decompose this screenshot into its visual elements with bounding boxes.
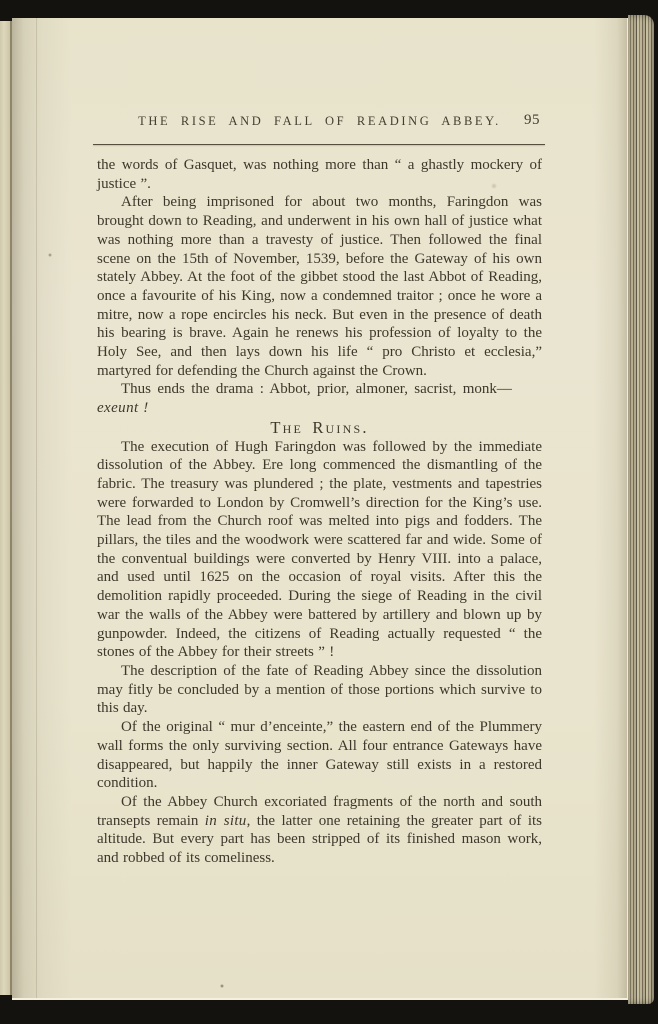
running-header-title: THE RISE AND FALL OF READING ABBEY. <box>138 114 501 128</box>
page-number: 95 <box>524 112 540 128</box>
paragraph-italic-line: exeunt ! <box>97 400 149 417</box>
gutter-crease-line <box>36 18 37 998</box>
underlying-page-edge <box>0 21 12 995</box>
running-header <box>97 114 542 129</box>
paragraph-text: , the latter one retaining the greater part of its altitude. But every part has been stripped of its finished mason work, and robbed of its comeliness. <box>97 812 542 867</box>
paragraph: The execution of Hugh Faringdon was followed by the immediate dissolution of the Abbey. Ere long commenced the dismantling of the fabric. The treasury was plundered ; the plate, vestments and tapestries were forwarded to London by Cromwell’s direction for the King’s use. The lead from the Church roof was melted into pigs and fodders. The pillars, the tiles and the woodwork were scattered far and wide. Some of the conventual buildings were converted by Henry VIII. into a palace, and used until 1625 on the occasion of royal visits. After this the demolition rapidly proceeded. During the siege of Reading in the civil war the walls of the Abbey were battered by artillery and blown up by gunpowder. Indeed, the citizens of Reading actually requested “ the stones of the Abbey for their streets ” ! <box>97 438 542 661</box>
paragraph-lead-line: Thus ends the drama : Abbot, prior, almoner, sacrist, monk— <box>121 381 512 398</box>
paragraph: After being imprisoned for about two months, Faringdon was brought down to Reading, and underwent in his own hall of justice what was nothing more than a travesty of justice. Then followed the final scene on the 15th of November, 1539, before the Gateway of his own stately Abbey. At the foot of the gibbet stood the last Abbot of Reading, once a favourite of his King, now a condemned traitor ; once he wore a mitre, now a rope encircles his neck. But even in the presence of death his bearing is brave. Again he renews his profession of loyalty to the Holy See, and then lays down his life “ pro Christo et ecclesia,” martyred for defending the Church against the Crown. <box>97 194 542 379</box>
text-block <box>97 114 542 868</box>
paragraph-text: Of the Abbey Church excoriated fragments of the north and south transepts remain <box>97 793 542 829</box>
gutter-shadow <box>12 18 74 998</box>
latin-phrase-italic: in situ <box>204 812 247 829</box>
paragraph <box>97 793 542 868</box>
paragraph <box>97 380 542 417</box>
paragraph: The description of the fate of Reading Abbey since the dissolution may fitly be concluded by a mention of those portions which survive to this day. <box>97 662 542 717</box>
book-page <box>12 18 628 1000</box>
header-rule <box>93 144 545 145</box>
paragraph-continuation: the words of Gasquet, was nothing more than “ a ghastly mockery of justice ”. <box>97 157 542 192</box>
paragraph: Of the original “ mur d’enceinte,” the eastern end of the Plummery wall forms the only surviving section. All four entrance Gateways have disappeared, but happily the inner Gateway still exists in a restored condition. <box>97 719 542 792</box>
fore-edge-shadow <box>593 18 627 998</box>
section-heading: The Ruins. <box>270 417 369 437</box>
body-text <box>97 156 542 868</box>
page-edges-stack <box>628 15 654 1004</box>
